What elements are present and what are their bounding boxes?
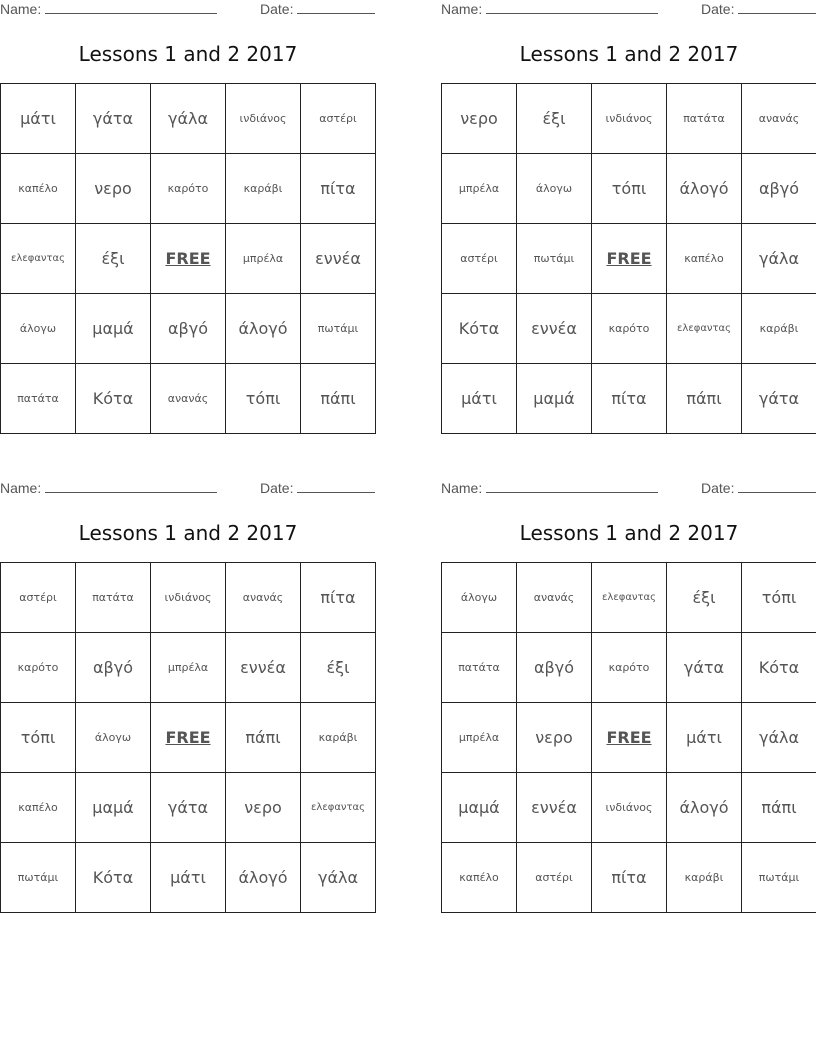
name-label: Name:	[0, 1, 42, 17]
grid-cell: αστέρι	[517, 843, 592, 913]
grid-cell: μπρέλα	[442, 154, 517, 224]
grid-cell: εννέα	[517, 294, 592, 364]
name-field	[441, 1, 658, 17]
grid-cell: πωτάμι	[742, 843, 816, 913]
grid-row	[1, 154, 376, 224]
card-header	[0, 1, 376, 21]
grid-cell: μπρέλα	[442, 703, 517, 773]
grid-cell: μαμά	[517, 364, 592, 434]
grid-cell: νερο	[76, 154, 151, 224]
grid-cell: νερο	[517, 703, 592, 773]
grid-cell: πατάτα	[1, 364, 76, 434]
name-line	[45, 480, 217, 493]
grid-cell: αβγό	[76, 633, 151, 703]
name-label: Name:	[0, 480, 42, 496]
name-field	[0, 480, 217, 496]
grid-cell: καρότο	[592, 294, 667, 364]
grid-row	[1, 224, 376, 294]
grid-cell: ανανάς	[742, 84, 816, 154]
bingo-card	[441, 479, 816, 919]
free-space: FREE	[592, 703, 667, 773]
date-line	[738, 480, 816, 493]
grid-cell: εννέα	[226, 633, 301, 703]
date-field	[701, 1, 816, 17]
grid-cell: αβγό	[517, 633, 592, 703]
grid-row	[442, 843, 816, 913]
grid-cell: γάλα	[742, 703, 816, 773]
grid-cell: μάτι	[442, 364, 517, 434]
grid-cell: τόπι	[226, 364, 301, 434]
name-line	[486, 1, 658, 14]
bingo-grid	[0, 562, 376, 913]
grid-row	[442, 154, 816, 224]
grid-cell: Κότα	[76, 843, 151, 913]
grid-cell: πάπι	[742, 773, 816, 843]
grid-cell: νερο	[226, 773, 301, 843]
grid-cell: γάτα	[742, 364, 816, 434]
grid-cell: ινδιάνος	[226, 84, 301, 154]
grid-cell: καρότο	[151, 154, 226, 224]
grid-cell: αστέρι	[301, 84, 376, 154]
grid-cell: ελεφαντας	[592, 563, 667, 633]
grid-cell: πίτα	[301, 563, 376, 633]
grid-row	[1, 773, 376, 843]
grid-row	[1, 294, 376, 364]
grid-cell: ινδιάνος	[592, 773, 667, 843]
bingo-grid	[441, 562, 816, 913]
grid-cell: πίτα	[592, 843, 667, 913]
grid-row	[442, 84, 816, 154]
grid-cell: άλογό	[226, 843, 301, 913]
grid-cell: πατάτα	[76, 563, 151, 633]
grid-cell: νερο	[442, 84, 517, 154]
grid-cell: τόπι	[742, 563, 816, 633]
grid-cell: γάτα	[667, 633, 742, 703]
grid-cell: έξι	[667, 563, 742, 633]
grid-cell: τόπι	[1, 703, 76, 773]
grid-cell: γάλα	[301, 843, 376, 913]
grid-cell: πάπι	[226, 703, 301, 773]
grid-cell: Κότα	[442, 294, 517, 364]
bingo-card	[0, 479, 376, 919]
card-title: Lessons 1 and 2 2017	[78, 521, 298, 545]
grid-cell: πατάτα	[667, 84, 742, 154]
card-header	[441, 1, 816, 21]
name-line	[486, 480, 658, 493]
grid-cell: μπρέλα	[226, 224, 301, 294]
grid-cell: αβγό	[742, 154, 816, 224]
bingo-grid	[0, 83, 376, 434]
card-title: Lessons 1 and 2 2017	[519, 42, 739, 66]
grid-cell: γάλα	[742, 224, 816, 294]
grid-cell: καπέλο	[442, 843, 517, 913]
card-header	[0, 480, 376, 500]
grid-cell: πάπι	[301, 364, 376, 434]
grid-cell: μάτι	[151, 843, 226, 913]
grid-cell: γάτα	[76, 84, 151, 154]
grid-cell: καράβι	[742, 294, 816, 364]
date-line	[738, 1, 816, 14]
grid-cell: καπέλο	[1, 154, 76, 224]
grid-cell: έξι	[301, 633, 376, 703]
grid-cell: καράβι	[226, 154, 301, 224]
grid-cell: καράβι	[667, 843, 742, 913]
grid-cell: πίτα	[301, 154, 376, 224]
grid-cell: άλογω	[76, 703, 151, 773]
grid-cell: γάτα	[151, 773, 226, 843]
grid-cell: αστέρι	[1, 563, 76, 633]
grid-row	[442, 563, 816, 633]
grid-row	[442, 773, 816, 843]
grid-cell: καπέλο	[667, 224, 742, 294]
name-field	[0, 1, 217, 17]
grid-cell: καπέλο	[1, 773, 76, 843]
card-title: Lessons 1 and 2 2017	[519, 521, 739, 545]
grid-cell: άλογω	[517, 154, 592, 224]
grid-cell: αστέρι	[442, 224, 517, 294]
grid-cell: μαμά	[76, 773, 151, 843]
grid-cell: ελεφαντας	[1, 224, 76, 294]
grid-cell: έξι	[76, 224, 151, 294]
grid-row	[1, 563, 376, 633]
grid-cell: γάλα	[151, 84, 226, 154]
free-space: FREE	[151, 703, 226, 773]
grid-cell: ανανάς	[151, 364, 226, 434]
grid-row	[1, 633, 376, 703]
grid-cell: ανανάς	[517, 563, 592, 633]
name-line	[45, 1, 217, 14]
card-title: Lessons 1 and 2 2017	[78, 42, 298, 66]
date-line	[297, 1, 375, 14]
grid-cell: άλογω	[442, 563, 517, 633]
grid-cell: πατάτα	[442, 633, 517, 703]
grid-cell: μαμά	[442, 773, 517, 843]
name-label: Name:	[441, 1, 483, 17]
grid-cell: καράβι	[301, 703, 376, 773]
grid-row	[442, 294, 816, 364]
grid-cell: πωτάμι	[517, 224, 592, 294]
date-label: Date:	[701, 480, 735, 496]
grid-cell: αβγό	[151, 294, 226, 364]
grid-cell: μπρέλα	[151, 633, 226, 703]
grid-row	[442, 633, 816, 703]
grid-cell: ινδιάνος	[592, 84, 667, 154]
grid-cell: άλογό	[226, 294, 301, 364]
grid-cell: ελεφαντας	[301, 773, 376, 843]
grid-cell: έξι	[517, 84, 592, 154]
name-field	[441, 480, 658, 496]
bingo-card	[0, 0, 376, 440]
grid-cell: ελεφαντας	[667, 294, 742, 364]
grid-row	[442, 364, 816, 434]
grid-cell: άλογό	[667, 773, 742, 843]
grid-cell: πωτάμι	[1, 843, 76, 913]
name-label: Name:	[441, 480, 483, 496]
date-label: Date:	[260, 480, 294, 496]
grid-cell: άλογό	[667, 154, 742, 224]
grid-cell: καρότο	[1, 633, 76, 703]
date-field	[260, 1, 375, 17]
grid-cell: τόπι	[592, 154, 667, 224]
grid-cell: πωτάμι	[301, 294, 376, 364]
grid-cell: εννέα	[517, 773, 592, 843]
grid-cell: μάτι	[1, 84, 76, 154]
grid-row	[1, 843, 376, 913]
card-header	[441, 480, 816, 500]
grid-cell: μαμά	[76, 294, 151, 364]
grid-cell: πάπι	[667, 364, 742, 434]
grid-cell: μάτι	[667, 703, 742, 773]
date-field	[260, 480, 375, 496]
date-label: Date:	[260, 1, 294, 17]
date-label: Date:	[701, 1, 735, 17]
grid-row	[442, 224, 816, 294]
grid-row	[442, 703, 816, 773]
grid-row	[1, 84, 376, 154]
free-space: FREE	[151, 224, 226, 294]
grid-cell: Κότα	[76, 364, 151, 434]
bingo-grid	[441, 83, 816, 434]
bingo-card	[441, 0, 816, 440]
grid-cell: άλογω	[1, 294, 76, 364]
grid-cell: καρότο	[592, 633, 667, 703]
grid-row	[1, 703, 376, 773]
free-space: FREE	[592, 224, 667, 294]
grid-row	[1, 364, 376, 434]
grid-cell: πίτα	[592, 364, 667, 434]
grid-cell: ινδιάνος	[151, 563, 226, 633]
grid-cell: ανανάς	[226, 563, 301, 633]
grid-cell: Κότα	[742, 633, 816, 703]
date-line	[297, 480, 375, 493]
grid-cell: εννέα	[301, 224, 376, 294]
date-field	[701, 480, 816, 496]
